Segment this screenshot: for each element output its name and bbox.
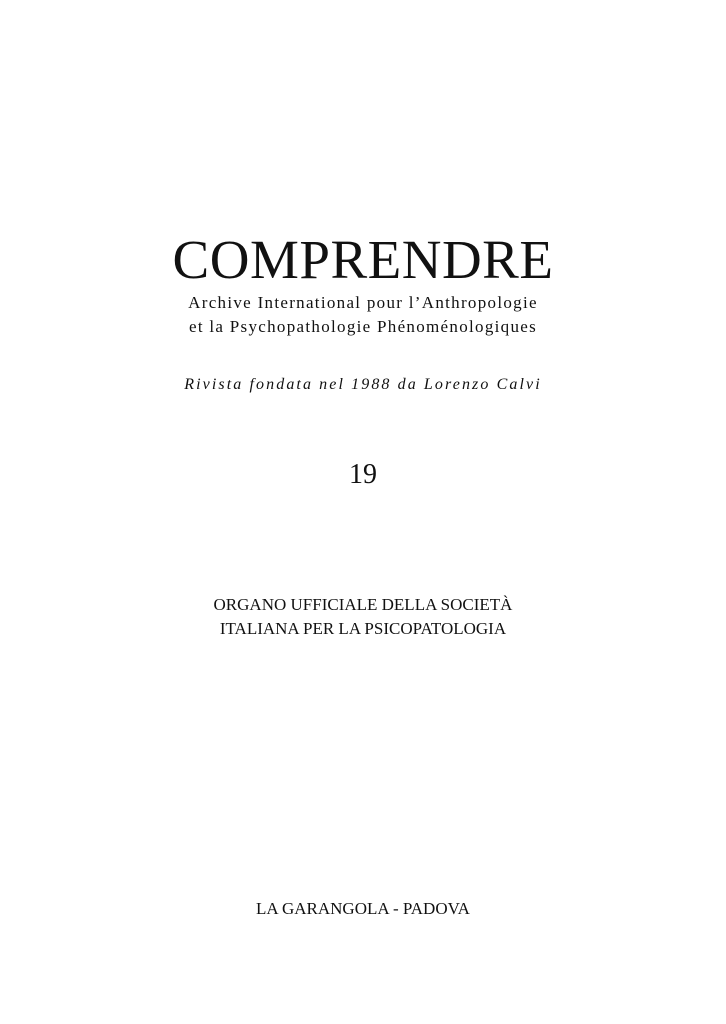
issue-number: 19: [349, 459, 377, 490]
official-organ-line-1: ORGANO UFFICIALE DELLA SOCIETÀ: [213, 595, 513, 614]
founding-note: Rivista fondata nel 1988 da Lorenzo Calvi: [184, 376, 542, 393]
official-organ-line-2: ITALIANA PER LA PSICOPATOLOGIA: [219, 619, 507, 638]
journal-subtitle-line-2: et la Psychopathologie Phénoménologiques: [188, 317, 538, 336]
journal-subtitle-line-1: Archive International pour l’Anthropologie: [188, 293, 538, 312]
publisher-imprint: LA GARANGOLA - PADOVA: [256, 899, 470, 918]
journal-title: COMPRENDRE: [172, 229, 554, 290]
